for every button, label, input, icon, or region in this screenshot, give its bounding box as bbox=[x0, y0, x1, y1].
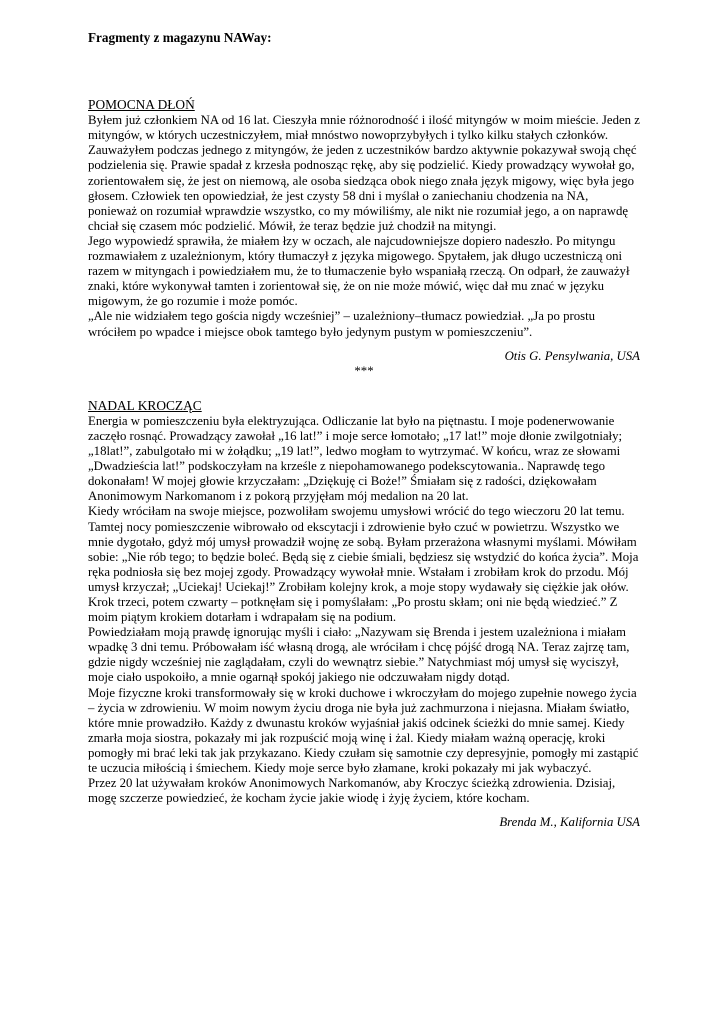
article-paragraph: Energia w pomieszczeniu była elektryzująca. Odliczanie lat było na piętnastu. I moje podenerwowanie zaczęło rosnąć. Prowadzący zawołał „16 lat!” i moje serce łomotało; „17 lat!” moje dłonie zwilgotniały; „18lat!”, zabulgotało mi w żołądku; „19 lat!”, ledwo mogłam to wytrzymać. W końcu, wraz ze słowami „Dwadzieścia lat!” podskoczyłam na krześle z niepohamowanego podekscytowania.. Naprawdę tego dokonałam! W mojej głowie krzyczałam: „Dziękuję ci Boże!” Śmiałam się z radości, dziękowałam Anonimowym Narkomanom i z pokorą przyjęłam mój medalion na 20 lat. bbox=[88, 413, 623, 504]
article-signature: Otis G. Pensylwania, USA bbox=[504, 348, 640, 363]
article-paragraph: Jego wypowiedź sprawiła, że miałem łzy w oczach, ale najcudowniejsze dopiero nadeszło. Po mityngu rozmawiałem z uzależnionym, który tłumaczył z języka migowego. Spytałem, jak długo uczestniczą oni razem w mityngach i powiedziałem mu, że to tłumaczenie było wspaniałą rzeczą. On odparł, że zauważył znaki, które wykonywał tamten i zorientował się, że on nie może mówić, więc dał mu znać w języku migowym, że go rozumie i może pomóc. bbox=[88, 233, 630, 309]
article-paragraph: Byłem już członkiem NA od 16 lat. Cieszyła mnie różnorodność i ilość mityngów w moim mieście. Jeden z mityngów, w których uczestniczyłem, miał mnóstwo nowoprzybyłych i tylko kilku stałych członków. Zauważyłem podczas jednego z mityngów, że jeden z uczestników bardzo aktywnie pokazywał swoją chęć podzielenia się. Prawie spadał z krzesła podnosząc rękę, aby się podzielić. Kiedy prowadzący wywołał go, zorientowałem się, że jest on niemową, ale osoba siedząca obok niego znała język migowy, więc była jego głosem. Człowiek ten opowiedział, że jest czysty 58 dni i myślał o zaniechaniu chodzenia na NA, ponieważ on rozumiał wprawdzie wszystko, co my mówiliśmy, ale nikt nie rozumiał jego, a on naprawdę chciał się czasem móc podzielić. Mówił, że teraz będzie już chodził na mityngi. bbox=[88, 113, 640, 233]
article-paragraph: Przez 20 lat używałam kroków Anonimowych Narkomanów, aby Kroczyc ścieżką zdrowienia. Dzisiaj, mogę szczerze powiedzieć, że kocham życie jakie wiodę i żyję życiem, które kocham. bbox=[88, 776, 616, 806]
article-heading: POMOCNA DŁOŃ bbox=[88, 97, 195, 113]
article-signature: Brenda M., Kalifornia USA bbox=[499, 815, 640, 830]
article-heading: NADAL KROCZĄC bbox=[88, 397, 202, 413]
article-pomocna-dlon bbox=[88, 97, 640, 364]
article-nadal-kroczac bbox=[88, 398, 640, 831]
section-separator: *** bbox=[354, 363, 374, 378]
document-title: Fragmenty z magazynu NAWay: bbox=[88, 30, 272, 45]
document-page bbox=[88, 30, 640, 830]
article-paragraph: Powiedziałam moją prawdę ignorując myśli i ciało: „Nazywam się Brenda i jestem uzależniona i miałam wpadkę 3 dni temu. Próbowałam iść własną drogą, ale wróciłam i chcę pójść drogą NA. Teraz zajrzę tam, gdzie nigdy wcześniej nie zaglądałam, czyli do wewnątrz siebie.” Natychmiast mój umysł się wyciszył, moje ciało uspokoiło, a mnie ogarnął spokój jakiego nie odczuwałam nigdy dotąd. bbox=[88, 625, 630, 685]
article-paragraph: Kiedy wróciłam na swoje miejsce, pozwoliłam swojemu umysłowi wrócić do tego wieczoru 20 lat temu. Tamtej nocy pomieszczenie wibrowało od ekscytacji i zdrowienie było czuć w powietrzu. Wszystko we mnie dygotało, gdyż mój umysł prowadził wojnę ze sobą. Byłam przerażona własnymi myślami. Mówiłam sobie: „Nie rób tego; to będzie boleć. Będą się z ciebie śmiali, będziesz się wstydzić do końca życia”. Moja ręka podniosła się bez mojej zgody. Prowadzący wywołał mnie. Wstałam i zrobiłam krok do przodu. Mój umysł krzyczał; „Uciekaj! Uciekaj!” Zrobiłam kolejny krok, a moje stopy wydawały się ciężkie jak ołów. Krok trzeci, potem czwarty – potknęłam się i pomyślałam: „Po prostu skłam; oni nie będą wiedzieć.” Z moim piątym krokiem dotarłam i wdrapałam się na podium. bbox=[88, 504, 639, 625]
article-paragraph: „Ale nie widziałem tego gościa nigdy wcześniej” – uzależniony–tłumacz powiedział. „Ja po prostu wróciłem po wpadce i miejsce obok tamtego było jedynym pustym w pomieszczeniu”. bbox=[88, 309, 596, 339]
article-paragraph: Moje fizyczne kroki transformowały się w kroki duchowe i wkroczyłam do mojego zupełnie nowego życia – życia w zdrowieniu. W moim nowym życiu droga nie była już zachmurzona i niejasna. Miałam światło, które mnie prowadziło. Każdy z dwunastu kroków wyjaśniał jakiś odcinek ścieżki do mnie samej. Kiedy zmarła moja siostra, pokazały mi jak rozpuścić moją winę i żal. Kiedy miałam ważną operację, kroki pomogły mi brać leki tak jak przykazano. Kiedy czułam się samotnie czy depresyjnie, pomogły mi zastąpić te uczucia miłością i śmiechem. Kiedy moje serce było złamane, kroki pokazały mi jak wybaczyć. bbox=[88, 685, 639, 776]
